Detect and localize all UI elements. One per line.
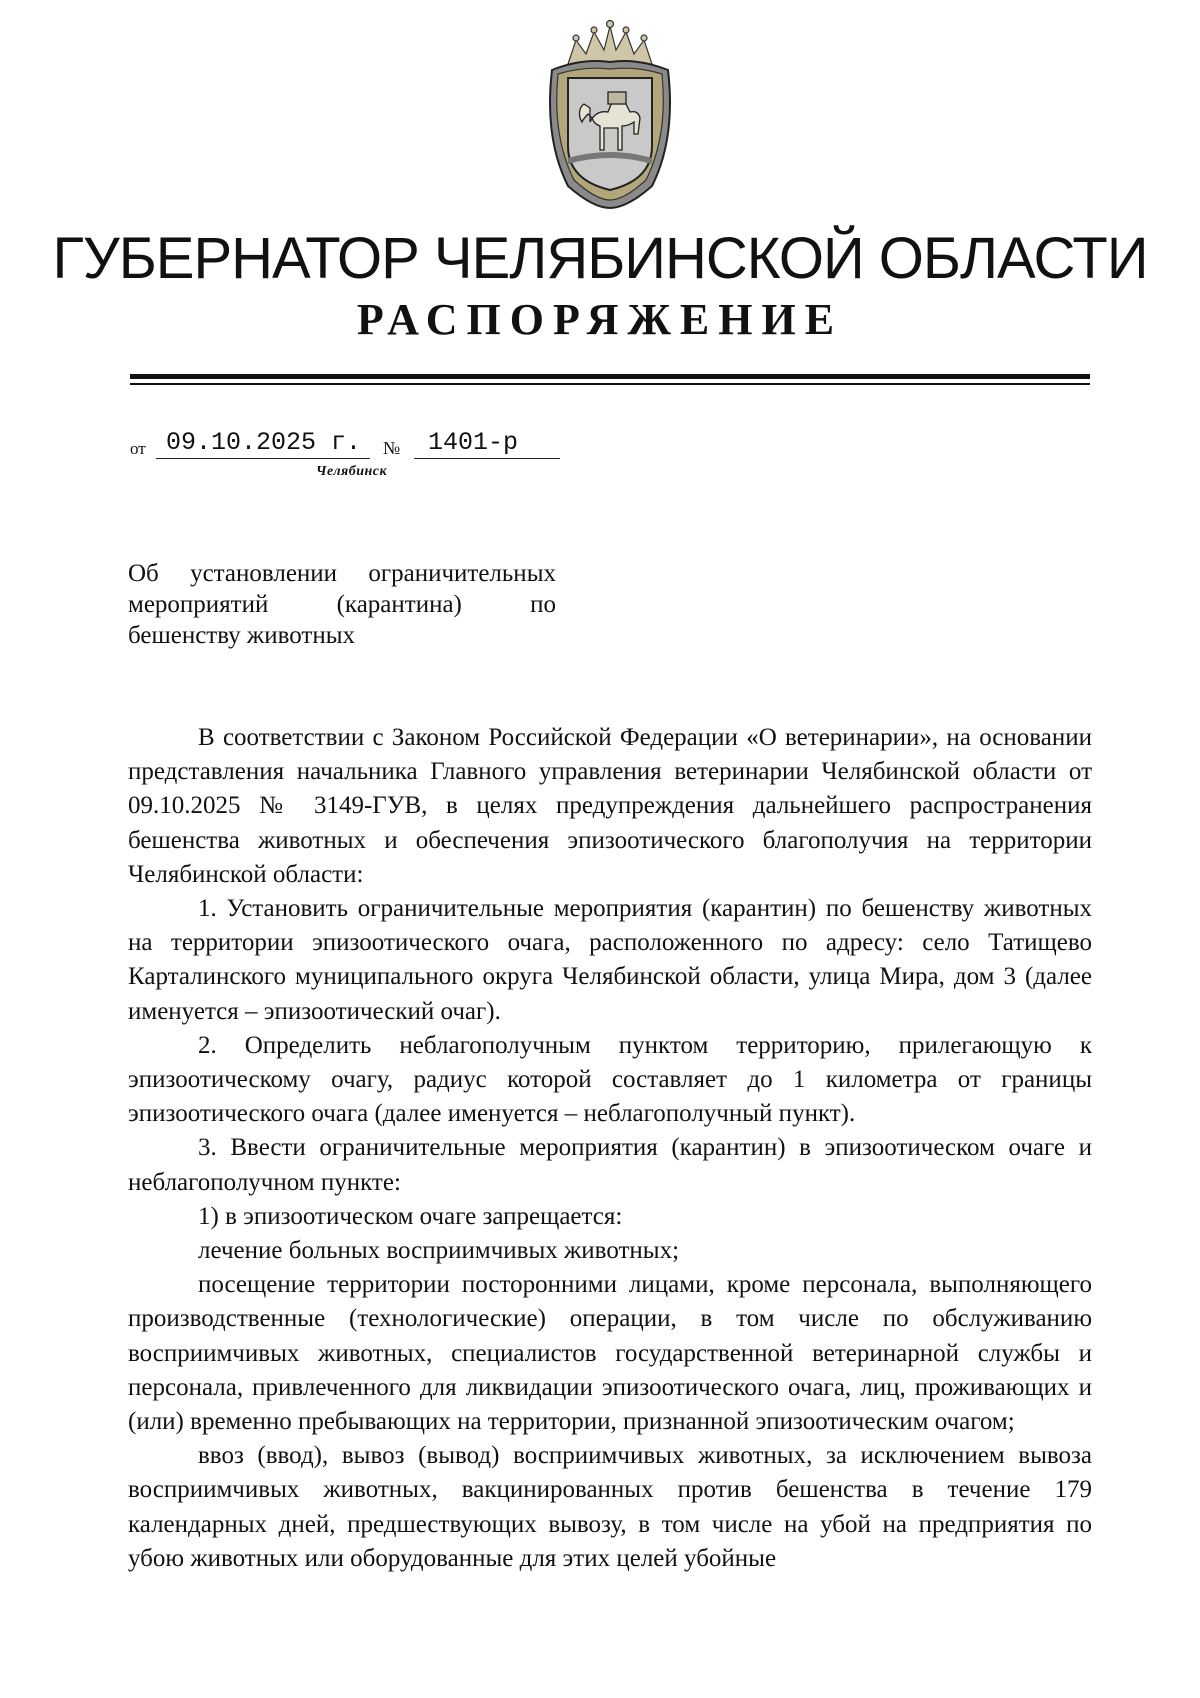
subject-line: Об установлении ограничительных [128,560,556,587]
paragraph-subitem-1: 1) в эпизоотическом очаге запрещается: [198,1202,623,1230]
number-label: № [383,438,401,458]
issuer-title: ГУБЕРНАТОР ЧЕЛЯБИНСКОЙ ОБЛАСТИ [52,226,1148,291]
date-label: от [130,439,146,458]
paragraph-prohibition: лечение больных восприимчивых животных; [198,1237,680,1265]
subject-line: мероприятий (карантина) по [128,591,556,618]
subject-line: бешенству животных [128,622,355,649]
document-number: 1401-р [414,428,560,459]
document-date: 09.10.2025 г. [156,428,370,459]
header-divider-thin [130,383,1090,385]
paragraph-item-3: 3. Ввести ограничительные мероприятия (карантин) в эпизоотическом очаге и неблагополучном пункте: [128,1134,1092,1196]
document-body [128,721,1092,1576]
header-divider-thick [130,374,1090,379]
coat-of-arms-icon [538,18,683,210]
paragraph-prohibition: ввоз (ввод), вывоз (вывод) восприимчивых животных, за исключением вывоза восприимчивых животных, вакцинированных против бешенства в течение 179 календарных дней, предшествующих вывозу, в том числе на убой на предприятия по убою животных или оборудованные для этих целей убойные [128,1442,1092,1572]
paragraph-preamble: В соответствии с Законом Российской Федерации «О ветеринарии», на основании представления начальника Главного управления ветеринарии Челябинской области от 09.10.2025 № 3149-ГУВ, в целях предупреждения дальнейшего распространения бешенства животных и обеспечения эпизоотического благополучия на территории Челябинской области: [128,724,1092,888]
paragraph-item-1: 1. Установить ограничительные мероприятия (карантин) по бешенству животных на территории эпизоотического очага, расположенного по адресу: село Татищево Карталинского муниципального округа Челябинской области, улица Мира, дом 3 (далее именуется – эпизоотический очаг). [128,895,1092,1025]
city-name: Челябинск [316,464,388,479]
paragraph-prohibition: посещение территории посторонними лицами, кроме персонала, выполняющего производственные (технологические) операции, в том числе по обслуживанию восприимчивых животных, специалистов государственной ветеринарной службы и персонала, привлеченного для ликвидации эпизоотического очага, лиц, проживающих и (или) временно пребывающих на территории, признанной эпизоотическим очагом; [128,1271,1092,1436]
document-subject [128,558,556,651]
paragraph-item-2: 2. Определить неблагополучным пунктом территорию, прилегающую к эпизоотическому очагу, радиус которой составляет до 1 километра от границы эпизоотического очага (далее именуется – неблагополучный пункт). [128,1031,1092,1128]
document-type: РАСПОРЯЖЕНИЕ [356,295,844,344]
